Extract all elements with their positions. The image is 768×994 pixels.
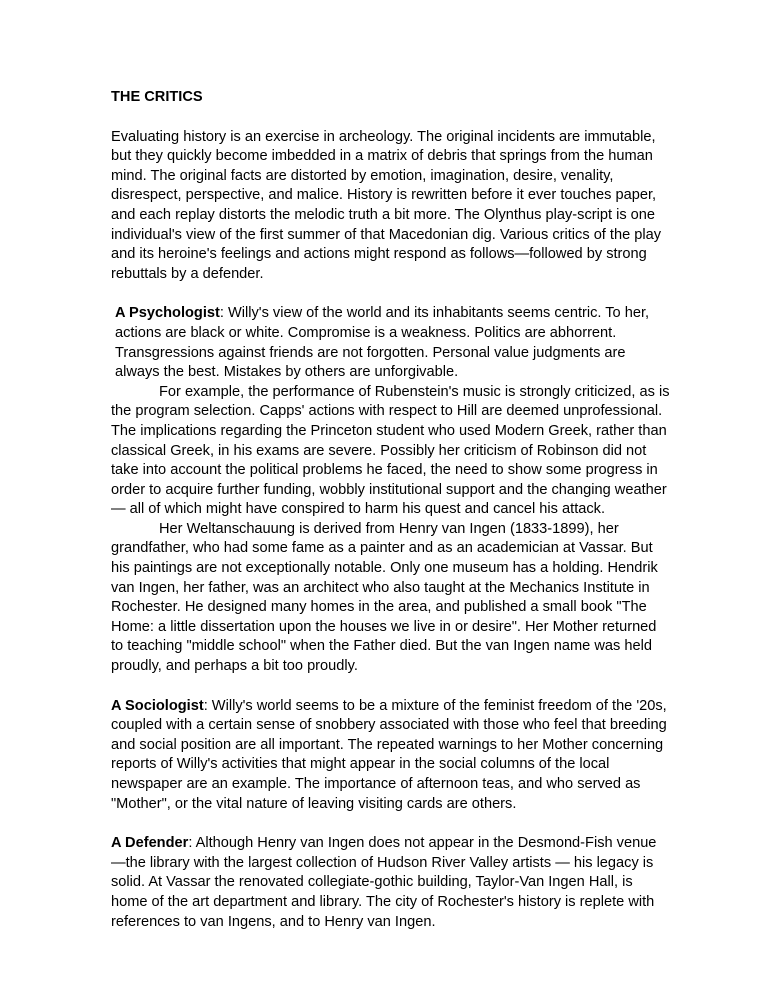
document-body — [111, 88, 671, 952]
defender-label: A Defender — [111, 835, 189, 852]
sociologist-paragraph — [111, 697, 671, 815]
psychologist-weltanschauung-paragraph: Her Weltanschauung is derived from Henry van Ingen (1833-1899), her grandfather, who had some fame as a painter and as an academician at Vassar. But his paintings are not exceptionally notable. Only one museum has a holding. Hendrik van Ingen, her father, was an architect who also taught at the Mechanics Institute in Rochester. He designed many homes in the area, and published a small book "The Home: a little dissertation upon the houses we live in or desire". Her Mother returned to teaching "middle school" when the Father died. But the van Ingen name was held proudly, and perhaps a bit too proudly. — [111, 520, 658, 675]
defender-paragraph — [111, 834, 671, 932]
psychologist-example-paragraph: For example, the performance of Rubenstein's music is strongly criticized, as is the program selection. Capps' actions with respect to Hill are deemed unprofessional. The implications regarding the Princeton student who used Modern Greek, rather than classical Greek, in his exams are severe. Possibly her criticism of Robinson did not take into account the political problems he faced, the need to show some progress in order to acquire further funding, wobbly institutional support and the changing weather— all of which might have conspired to harm his quest and cancel his attack. — [111, 383, 670, 518]
sociologist-text: : Willy's world seems to be a mixture of the feminist freedom of the '20s, coupled with a certain sense of snobbery associated with those who feel that breeding and social position are all important. The repeated warnings to her Mother concerning reports of Willy's activities that might appear in the social columns of the local newspaper are an example. The importance of afternoon teas, and who served as "Mother", or the vital nature of leaving visiting cards are others. — [111, 697, 667, 812]
psychologist-text: : Willy's view of the world and its inhabitants seems centric. To her, actions are black or white. Compromise is a weakness. Politics are abhorrent. Transgressions against friends are not forgotten. Personal value judgments are always the best. Mistakes by others are unforgivable. — [115, 305, 650, 381]
psychologist-paragraph — [111, 304, 671, 382]
intro-paragraph: Evaluating history is an exercise in archeology. The original incidents are immutable, but they quickly become imbedded in a matrix of debris that springs from the human mind. The original facts are distorted by emotion, imagination, desire, venality, disrespect, perspective, and malice. History is rewritten before it ever touches paper, and each replay distorts the melodic truth a bit more. The Olynthus play-script is one individual's view of the first summer of that Macedonian dig. Various critics of the play and its heroine's feelings and actions might respond as follows—followed by strong rebuttals by a defender. — [111, 128, 662, 282]
defender-text: : Although Henry van Ingen does not appear in the Desmond-Fish venue—the library with the largest collection of Hudson River Valley artists — his legacy is solid. At Vassar the renovated collegiate-gothic building, Taylor-Van Ingen Hall, is home of the art department and library. The city of Rochester's history is replete with references to van Ingens, and to Henry van Ingen. — [111, 835, 657, 930]
psychologist-label: A Psychologist — [115, 305, 220, 322]
sociologist-label: A Sociologist — [111, 697, 204, 714]
psychologist-section — [111, 304, 671, 676]
document-title: THE CRITICS — [111, 89, 203, 105]
